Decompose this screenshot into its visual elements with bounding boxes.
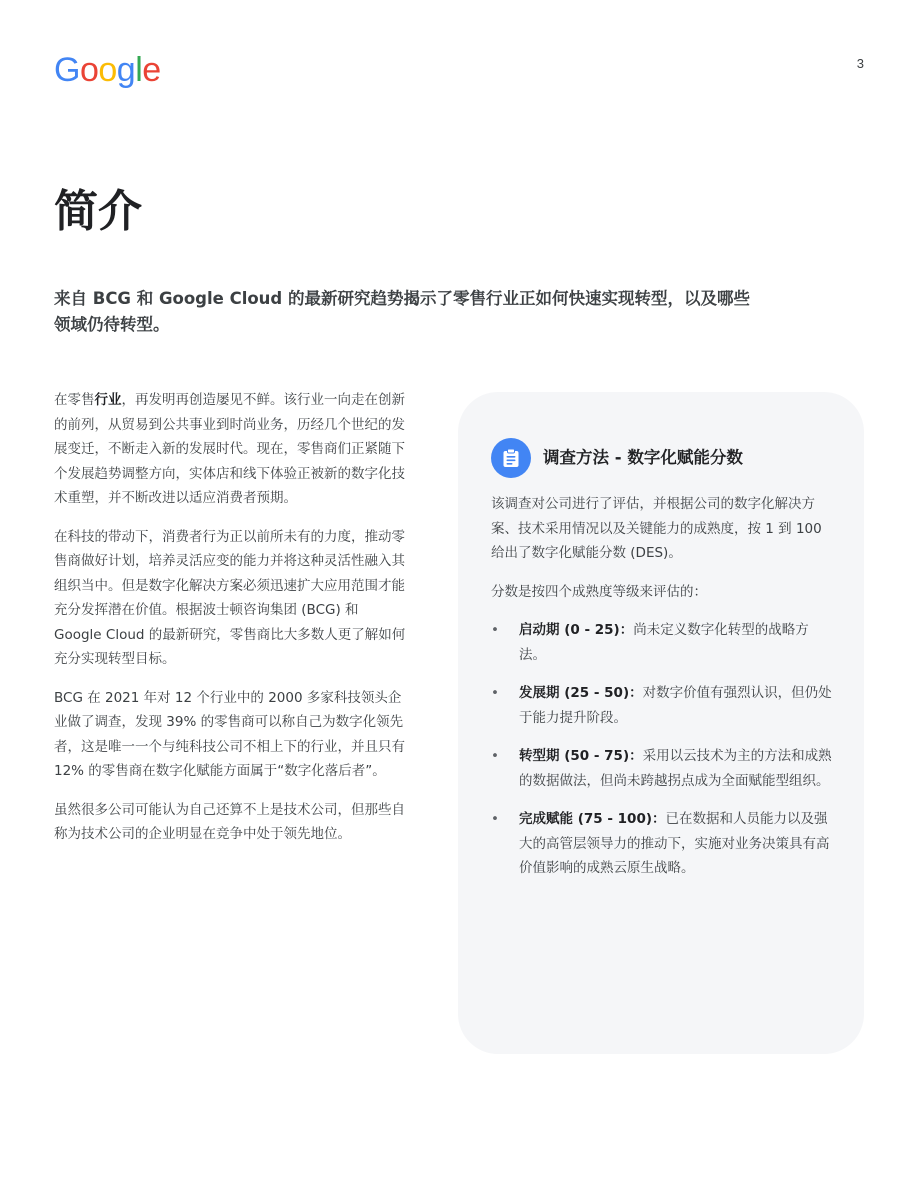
logo-letter: o <box>79 51 99 89</box>
logo-letter: e <box>142 51 161 89</box>
list-item-text: 尚未定义数字化转型的战略方法。 <box>519 622 809 663</box>
logo-letter: o <box>98 51 117 89</box>
page-number: 3 <box>856 56 864 71</box>
list-item-label: 完成赋能 (75 - 100)： <box>519 811 666 827</box>
maturity-level-list <box>491 618 832 881</box>
logo-letter: l <box>135 51 143 89</box>
body-paragraph-4: 虽然很多公司可能认为自己还算不上是技术公司，但那些自称为技术公司的企业明显在竞争中处于领先地位。 <box>54 801 405 842</box>
card-paragraph-1: 该调查对公司进行了评估，并根据公司的数字化解决方案、技术采用情况以及关键能力的成熟度，按 1 到 100 给出了数字化赋能分数 (DES)。 <box>491 496 822 561</box>
page-subtitle: 来自 BCG 和 Google Cloud 的最新研究趋势揭示了零售行业正如何快速实现转型，以及哪些领域仍待转型。 <box>54 289 750 334</box>
methodology-card <box>458 392 864 1054</box>
list-item-label: 启动期 (0 - 25)： <box>519 622 634 638</box>
list-item-text: 采用以云技术为主的方法和成熟的数据做法，但尚未跨越拐点成为全面赋能型组织。 <box>519 748 832 789</box>
google-logo <box>54 50 161 90</box>
card-paragraph-2: 分数是按四个成熟度等级来评估的： <box>491 583 707 600</box>
list-item <box>491 681 832 730</box>
list-item-text: 已在数据和人员能力以及强大的高管层领导力的推动下，实施对业务决策具有高价值影响的成熟云原生战略。 <box>519 811 830 876</box>
card-title: 调查方法 - 数字化赋能分数 <box>543 448 743 467</box>
page-title: 简介 <box>54 186 142 237</box>
list-item-label: 转型期 (50 - 75)： <box>519 748 643 764</box>
list-item <box>491 744 832 793</box>
list-item <box>491 807 832 881</box>
bullet: • <box>491 685 499 701</box>
list-item-text: 对数字价值有强烈认识，但仍处于能力提升阶段。 <box>519 685 832 726</box>
body-paragraph-1-rest: ，再发明再创造屡见不鲜。该行业一向走在创新的前列，从贸易到公共事业到时尚业务，历经几个世纪的发展变迁，不断走入新的发展时代。现在，零售商们正紧随下个发展趋势调整方向，实体店和线下体验正被新的数字化技术重塑，并不断改进以适应消费者预期。 <box>54 392 405 506</box>
main-text-column <box>54 388 410 861</box>
clipboard-icon-svg <box>502 448 520 468</box>
body-paragraph-3: BCG 在 2021 年对 12 个行业中的 2000 多家科技领头企业做了调查，发现 39% 的零售商可以称自己为数字化领先者，这是唯一一个与纯科技公司不相上下的行业，并且只有 12% 的零售商在数字化赋能方面属于“数字化落后者”。 <box>54 689 405 779</box>
bullet: • <box>491 811 499 827</box>
clipboard-icon <box>491 438 531 478</box>
body-paragraph-1 <box>54 388 410 511</box>
body-paragraph-1-bold: 行业 <box>94 392 122 408</box>
list-item <box>491 618 832 667</box>
logo-letter: g <box>116 51 136 89</box>
body-paragraph-2: 在科技的带动下，消费者行为正以前所未有的力度，推动零售商做好计划，培养灵活应变的能力并将这种灵活性融入其组织当中。但是数字化解决方案必须迅速扩大应用范围才能充分发挥潜在价值。根据波士顿咨询集团 (BCG) 和 Google Cloud 的最新研究，零售商比大多数人更了解如何充分实现转型目标。 <box>54 528 406 667</box>
body-paragraph-1-prefix: 在零售 <box>54 392 95 408</box>
logo-letter: G <box>54 51 80 89</box>
bullet: • <box>491 622 499 638</box>
card-header <box>491 438 832 478</box>
list-item-label: 发展期 (25 - 50)： <box>519 685 643 701</box>
bullet: • <box>491 748 499 764</box>
